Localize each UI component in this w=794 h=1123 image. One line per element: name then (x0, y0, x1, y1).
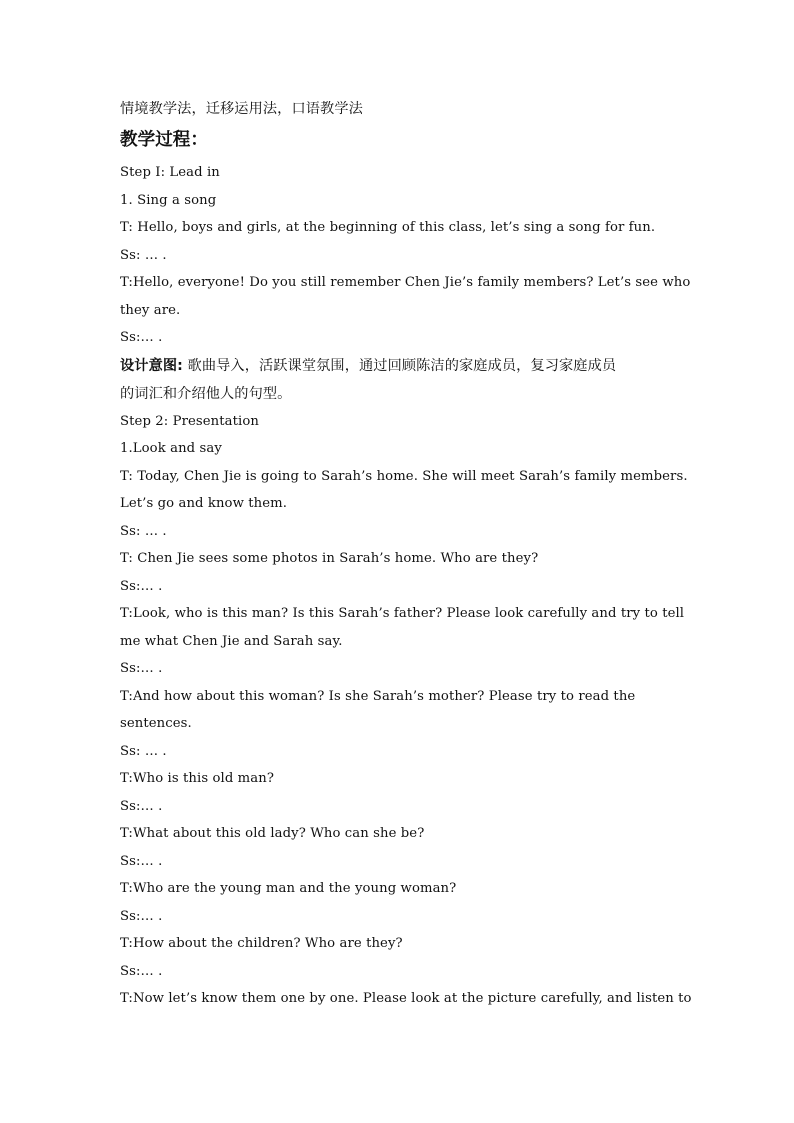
dialogue-line: Let’s go and know them. (120, 496, 288, 511)
dialogue-line: Ss:… . (120, 661, 163, 676)
teaching-methods: 情境教学法，迁移运用法，口语教学法 (120, 101, 363, 117)
design-intent-continued: 的词汇和介绍他人的句型。 (120, 385, 292, 402)
dialogue-line: T:Who is this old man? (120, 771, 275, 786)
step1-item-sing-song: 1. Sing a song (120, 192, 217, 208)
dialogue-line: Ss: … . (120, 247, 167, 263)
dialogue-line: T:Look, who is this man? Is this Sarah’s father? Please look carefully and try to tell (120, 606, 685, 621)
dialogue-line: Ss: … . (120, 743, 167, 759)
dialogue-line: Ss:… . (120, 908, 163, 924)
dialogue-line: me what Chen Jie and Sarah say. (120, 633, 343, 649)
dialogue-line: T:Who are the young man and the young woman? (120, 881, 457, 896)
step1-title: Step I: Lead in (120, 165, 220, 180)
dialogue-line: T:And how about this woman? Is she Sarah’s mother? Please try to read the (120, 688, 636, 704)
step2-title: Step 2: Presentation (120, 413, 259, 429)
dialogue-line: Ss: … . (120, 523, 167, 539)
step2-item-look-and-say: 1.Look and say (120, 441, 222, 456)
dialogue-line: T:How about the children? Who are they? (120, 936, 403, 951)
dialogue-line: Ss:… . (120, 963, 163, 979)
dialogue-line: T: Hello, boys and girls, at the beginning of this class, let’s sing a song for fun. (120, 220, 656, 235)
dialogue-line: T:What about this old lady? Who can she be? (120, 826, 425, 841)
dialogue-line: T:Now let’s know them one by one. Please look at the picture carefully, and listen to (120, 991, 692, 1006)
dialogue-line: Ss:… . (120, 798, 163, 814)
design-intent-label: 设计意图: (120, 357, 183, 374)
dialogue-line: Ss:… . (120, 330, 163, 345)
dialogue-line: T: Today, Chen Jie is going to Sarah’s home. She will meet Sarah’s family members. (120, 468, 688, 484)
dialogue-line: they are. (120, 302, 181, 318)
teaching-process-heading: 教学过程： (120, 130, 208, 150)
dialogue-line: T:Hello, everyone! Do you still remember Chen Jie’s family members? Let’s see who (120, 275, 691, 290)
design-intent (120, 352, 680, 380)
document-body (120, 95, 692, 1013)
dialogue-line: sentences. (120, 716, 192, 731)
design-intent-text: 歌曲导入，活跃课堂氛围，通过回顾陈洁的家庭成员，复习家庭成员 (182, 357, 617, 374)
dialogue-line: Ss:… . (120, 853, 163, 869)
dialogue-line: T: Chen Jie sees some photos in Sarah’s home. Who are they? (120, 551, 539, 566)
dialogue-line: Ss:… . (120, 578, 163, 594)
